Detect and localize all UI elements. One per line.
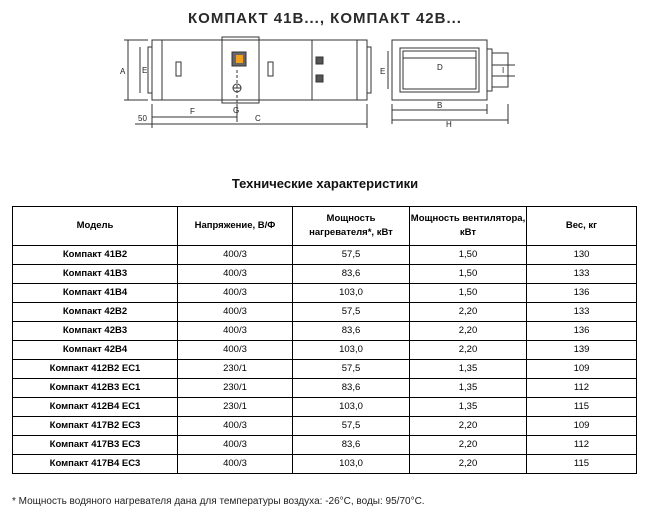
heater-power-cell: 83,6 [293,436,410,455]
column-header: Напряжение, В/Ф [178,207,293,246]
model-cell: Компакт 41B4 [13,284,178,303]
column-header: Модель [13,207,178,246]
voltage-cell: 400/3 [178,417,293,436]
weight-cell: 109 [527,360,637,379]
weight-cell: 139 [527,341,637,360]
dim-label-H: H [446,120,452,129]
model-cell: Компакт 417B4 EC3 [13,455,178,474]
voltage-cell: 400/3 [178,341,293,360]
column-header: Мощность нагревателя*, кВт [293,207,410,246]
model-cell: Компакт 412B4 EC1 [13,398,178,417]
voltage-cell: 230/1 [178,360,293,379]
heater-power-cell: 103,0 [293,284,410,303]
voltage-cell: 400/3 [178,455,293,474]
table-row [13,379,637,398]
table-row [13,360,637,379]
heater-power-cell: 103,0 [293,341,410,360]
heater-power-cell: 57,5 [293,360,410,379]
voltage-cell: 400/3 [178,284,293,303]
table-header-row [13,207,637,246]
voltage-cell: 400/3 [178,303,293,322]
table-row [13,417,637,436]
model-cell: Компакт 42B2 [13,303,178,322]
model-cell: Компакт 412B3 EC1 [13,379,178,398]
dim-label-I: I [502,66,505,75]
weight-cell: 112 [527,436,637,455]
voltage-cell: 230/1 [178,379,293,398]
weight-cell: 115 [527,398,637,417]
weight-cell: 133 [527,303,637,322]
fan-power-cell: 1,35 [410,398,527,417]
dim-label-D: D [437,63,443,72]
table-row [13,341,637,360]
voltage-cell: 400/3 [178,322,293,341]
dim-label-E: E [142,66,148,75]
table-row [13,284,637,303]
weight-cell: 130 [527,246,637,265]
column-header: Вес, кг [527,207,637,246]
fan-power-cell: 2,20 [410,341,527,360]
fan-power-cell: 1,50 [410,246,527,265]
dim-label-G: G [233,106,240,115]
dim-label-F: F [190,107,195,116]
model-cell: Компакт 412B2 EC1 [13,360,178,379]
voltage-cell: 400/3 [178,246,293,265]
voltage-cell: 400/3 [178,436,293,455]
weight-cell: 109 [527,417,637,436]
weight-cell: 136 [527,322,637,341]
voltage-cell: 400/3 [178,265,293,284]
fan-power-cell: 2,20 [410,436,527,455]
fan-power-cell: 1,50 [410,265,527,284]
fan-power-cell: 1,50 [410,284,527,303]
document-title: КОМПАКТ 41B..., КОМПАКТ 42B... [188,10,462,27]
dim-label-B: B [437,101,443,110]
table-row [13,398,637,417]
heater-power-cell: 83,6 [293,265,410,284]
dim-label-side-E: E [380,67,386,76]
dim-label-C: C [255,114,261,123]
table-row [13,455,637,474]
table-row [13,246,637,265]
dimension-drawing [0,0,650,175]
table-row [13,436,637,455]
fan-power-cell: 2,20 [410,303,527,322]
weight-cell: 115 [527,455,637,474]
dim-label-A: A [120,67,126,76]
model-cell: Компакт 42B3 [13,322,178,341]
model-cell: Компакт 417B3 EC3 [13,436,178,455]
fan-power-cell: 2,20 [410,417,527,436]
heater-power-cell: 83,6 [293,322,410,341]
fan-power-cell: 1,35 [410,360,527,379]
column-header: Мощность вентилятора, кВт [410,207,527,246]
voltage-cell: 230/1 [178,398,293,417]
weight-cell: 112 [527,379,637,398]
table-row [13,322,637,341]
table-row [13,303,637,322]
heater-power-cell: 57,5 [293,303,410,322]
model-cell: Компакт 417B2 EC3 [13,417,178,436]
model-cell: Компакт 42B4 [13,341,178,360]
fan-power-cell: 2,20 [410,455,527,474]
heater-power-cell: 83,6 [293,379,410,398]
footnote: * Мощность водяного нагревателя дана для температуры воздуха: -26°C, воды: 95/70°C. [12,496,425,507]
model-cell: Компакт 41B2 [13,246,178,265]
section-subtitle: Технические характеристики [231,176,419,191]
specs-table [12,206,637,474]
fan-power-cell: 1,35 [410,379,527,398]
heater-power-cell: 103,0 [293,398,410,417]
fan-power-cell: 2,20 [410,322,527,341]
heater-power-cell: 57,5 [293,246,410,265]
heater-power-cell: 57,5 [293,417,410,436]
table-row [13,265,637,284]
heater-power-cell: 103,0 [293,455,410,474]
weight-cell: 136 [527,284,637,303]
weight-cell: 133 [527,265,637,284]
model-cell: Компакт 41B3 [13,265,178,284]
dim-label-50: 50 [138,114,147,123]
